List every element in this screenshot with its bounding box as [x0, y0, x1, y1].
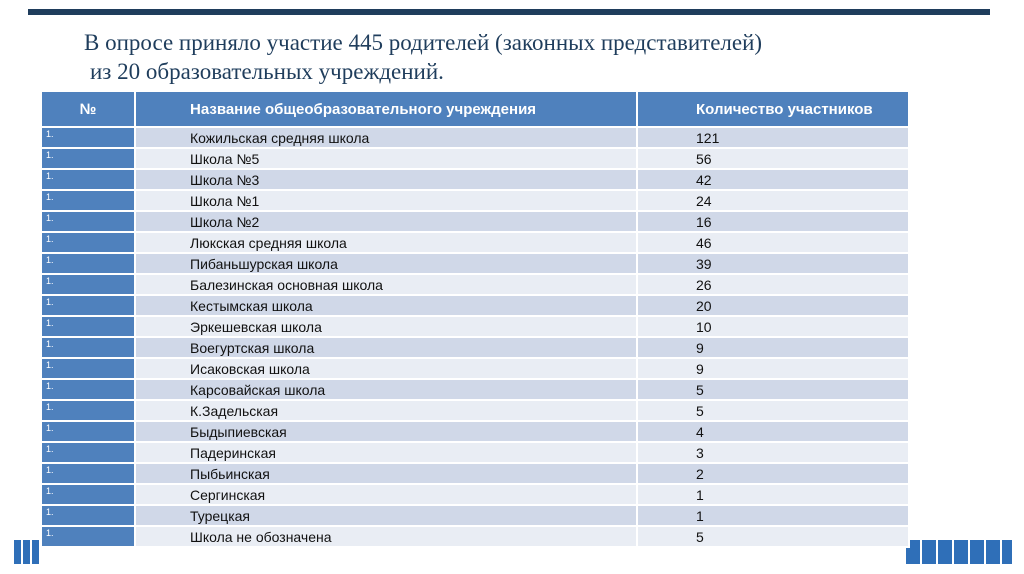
participant-count: 39 [637, 253, 909, 274]
table-row [41, 421, 909, 442]
row-number: 1. [41, 169, 135, 190]
title-line-2: из 20 образовательных учреждений. [90, 59, 444, 84]
school-name: Пыбьинская [135, 463, 637, 484]
school-name: Турецкая [135, 505, 637, 526]
header-school-name: Название общеобразовательного учреждения [135, 91, 637, 127]
row-number: 1. [41, 358, 135, 379]
table-row [41, 148, 909, 169]
schools-table [40, 90, 910, 548]
table-row [41, 274, 909, 295]
row-number: 1. [41, 190, 135, 211]
row-number: 1. [41, 526, 135, 547]
participant-count: 4 [637, 421, 909, 442]
school-name: Карсовайская школа [135, 379, 637, 400]
school-name: Быдыпиевская [135, 421, 637, 442]
row-number: 1. [41, 421, 135, 442]
decor-stripe-right [906, 540, 1012, 564]
row-number: 1. [41, 379, 135, 400]
school-name: Школа №1 [135, 190, 637, 211]
table-row [41, 526, 909, 547]
table-row [41, 253, 909, 274]
table-body [41, 127, 909, 547]
participant-count: 16 [637, 211, 909, 232]
table-row [41, 169, 909, 190]
participant-count: 1 [637, 505, 909, 526]
row-number: 1. [41, 232, 135, 253]
table-row [41, 484, 909, 505]
participant-count: 20 [637, 295, 909, 316]
school-name: Люкская средняя школа [135, 232, 637, 253]
school-name: Школа №2 [135, 211, 637, 232]
table-row [41, 232, 909, 253]
table-row [41, 442, 909, 463]
header-participant-count: Количество участников [637, 91, 909, 127]
table-row [41, 190, 909, 211]
table-row [41, 505, 909, 526]
top-bar [28, 9, 990, 15]
school-name: Школа №5 [135, 148, 637, 169]
title-line-1: В опросе приняло участие 445 родителей (законных представителей) [84, 30, 763, 55]
decor-stripe-left [14, 540, 40, 564]
school-name: Исаковская школа [135, 358, 637, 379]
table-row [41, 337, 909, 358]
school-name: Школа не обозначена [135, 526, 637, 547]
participant-count: 5 [637, 379, 909, 400]
row-number: 1. [41, 400, 135, 421]
school-name: Эркешевская школа [135, 316, 637, 337]
participant-count: 9 [637, 337, 909, 358]
row-number: 1. [41, 274, 135, 295]
participant-count: 9 [637, 358, 909, 379]
row-number: 1. [41, 442, 135, 463]
school-name: Балезинская основная школа [135, 274, 637, 295]
row-number: 1. [41, 484, 135, 505]
participant-count: 10 [637, 316, 909, 337]
school-name: Кожильская средняя школа [135, 127, 637, 148]
row-number: 1. [41, 148, 135, 169]
participant-count: 3 [637, 442, 909, 463]
table-row [41, 358, 909, 379]
row-number: 1. [41, 316, 135, 337]
school-name: Воегуртская школа [135, 337, 637, 358]
school-name: Школа №3 [135, 169, 637, 190]
table-row [41, 211, 909, 232]
row-number: 1. [41, 211, 135, 232]
slide-title [84, 28, 964, 86]
participant-count: 56 [637, 148, 909, 169]
school-name: Сергинская [135, 484, 637, 505]
row-number: 1. [41, 505, 135, 526]
row-number: 1. [41, 127, 135, 148]
participant-count: 1 [637, 484, 909, 505]
row-number: 1. [41, 253, 135, 274]
table-row [41, 127, 909, 148]
participant-count: 5 [637, 400, 909, 421]
participant-count: 2 [637, 463, 909, 484]
table-row [41, 316, 909, 337]
school-name: Пибаньшурская школа [135, 253, 637, 274]
table-row [41, 295, 909, 316]
row-number: 1. [41, 337, 135, 358]
table-header-row [41, 91, 909, 127]
table-row [41, 400, 909, 421]
row-number: 1. [41, 463, 135, 484]
participant-count: 26 [637, 274, 909, 295]
header-number: № [41, 91, 135, 127]
participant-count: 46 [637, 232, 909, 253]
participant-count: 121 [637, 127, 909, 148]
table-row [41, 379, 909, 400]
school-name: Кестымская школа [135, 295, 637, 316]
table-row [41, 463, 909, 484]
participant-count: 5 [637, 526, 909, 547]
school-name: Падеринская [135, 442, 637, 463]
row-number: 1. [41, 295, 135, 316]
participant-count: 42 [637, 169, 909, 190]
participant-count: 24 [637, 190, 909, 211]
school-name: К.Задельская [135, 400, 637, 421]
